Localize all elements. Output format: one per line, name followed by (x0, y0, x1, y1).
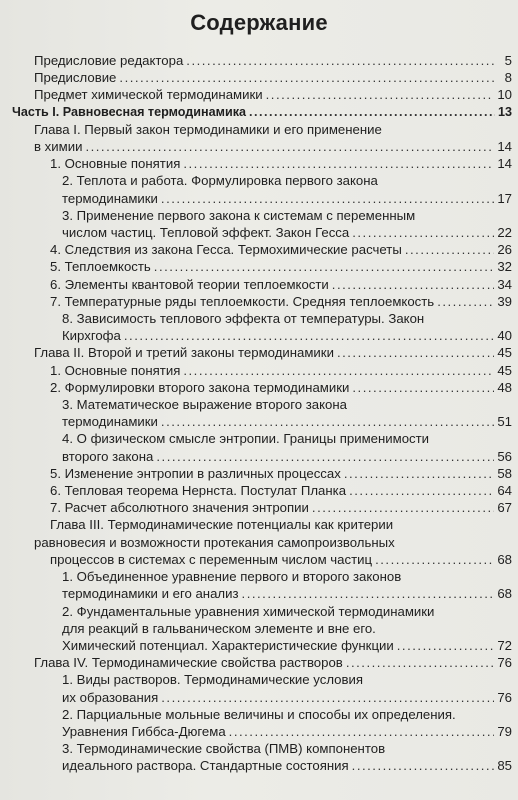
dot-leader (161, 413, 494, 430)
toc-entry-text: Предисловие редактора (34, 53, 184, 68)
dot-leader (124, 327, 494, 344)
page-number: 64 (497, 483, 512, 499)
toc-entry[interactable] (12, 482, 512, 499)
page-number: 68 (497, 551, 512, 567)
dot-leader (183, 362, 494, 379)
toc-entry-text: 1. Виды растворов. Термодинамические условия (62, 672, 364, 688)
page-number: 56 (497, 448, 512, 464)
page-number: 79 (497, 723, 512, 739)
toc-entry[interactable] (12, 104, 512, 121)
dot-leader (229, 723, 495, 740)
page-number: 39 (497, 293, 512, 309)
dot-leader (156, 448, 494, 465)
toc-entry[interactable] (12, 293, 512, 310)
toc-entry[interactable] (12, 603, 512, 655)
page-number: 14 (497, 139, 512, 155)
page-number: 76 (497, 689, 512, 705)
toc-entry-text: 5. Теплоемкость (50, 259, 151, 275)
toc-entry[interactable] (12, 499, 512, 516)
toc-entry-text: 5. Изменение энтропии в различных процессах (50, 465, 341, 481)
page-number: 58 (497, 465, 512, 481)
dot-leader (186, 52, 495, 69)
table-of-contents (12, 52, 512, 775)
toc-entry[interactable] (12, 396, 512, 430)
toc-entry-text: 8. Зависимость теплового эффекта от температуры. Закон (62, 311, 425, 327)
dot-leader (154, 258, 495, 275)
toc-entry-text: равновесия и возможности протекания самопроизвольных (34, 534, 395, 550)
toc-entry[interactable] (12, 52, 512, 69)
page-number: 34 (497, 276, 512, 292)
page-number: 26 (497, 242, 512, 258)
toc-entry-text: для реакций в гальваническом элементе и вне его. (62, 620, 376, 636)
toc-entry[interactable] (12, 276, 512, 293)
toc-entry[interactable] (12, 207, 512, 241)
toc-entry[interactable] (12, 344, 512, 361)
toc-entry-text: Глава I. Первый закон термодинамики и его применение (34, 121, 382, 137)
toc-entry-text: числом частиц. Тепловой эффект. Закон Гесса (62, 225, 350, 241)
toc-entry-text: 1. Основные понятия (50, 156, 181, 172)
page-number: 51 (497, 414, 512, 430)
dot-leader (405, 241, 495, 258)
dot-leader (397, 637, 495, 654)
page-number: 13 (497, 104, 512, 119)
toc-entry-text: 2. Теплота и работа. Формулировка первого закона (62, 173, 378, 189)
toc-entry-text: второго закона (62, 448, 154, 464)
toc-entry-text: 4. Следствия из закона Гесса. Термохимические расчеты (50, 242, 402, 258)
dot-leader (183, 155, 494, 172)
toc-entry-text: Глава II. Второй и третий законы термодинамики (34, 345, 334, 361)
toc-entry-text: 1. Объединенное уравнение первого и второго законов (62, 569, 402, 585)
page-number: 85 (497, 758, 512, 774)
page-number: 48 (497, 379, 512, 395)
page-number: 32 (497, 259, 512, 275)
dot-leader (161, 190, 494, 207)
toc-entry[interactable] (12, 516, 512, 568)
toc-entry-text: Химический потенциал. Характеристические функции (62, 637, 394, 653)
dot-leader (352, 379, 494, 396)
page-number: 45 (497, 362, 512, 378)
toc-entry-text: термодинамики (62, 190, 158, 206)
toc-entry-text: 2. Фундаментальные уравнения химической термодинамики (62, 603, 435, 619)
dot-leader (346, 654, 495, 671)
page-number: 5 (504, 53, 512, 68)
toc-entry-text: 7. Температурные ряды теплоемкости. Средняя теплоемкость (50, 293, 435, 309)
dot-leader (119, 69, 495, 86)
dot-leader (352, 757, 495, 774)
dot-leader (375, 551, 494, 568)
toc-entry-text: процессов в системах с переменным числом частиц (50, 551, 373, 567)
toc-entry[interactable] (12, 310, 512, 344)
toc-entry-text: 7. Расчет абсолютного значения энтропии (50, 500, 309, 516)
toc-entry[interactable] (12, 671, 512, 705)
page-number: 67 (497, 500, 512, 516)
toc-entry[interactable] (12, 568, 512, 602)
toc-entry-text: 3. Термодинамические свойства (ПМВ) компонентов (62, 741, 386, 757)
toc-entry[interactable] (12, 241, 512, 258)
page-number: 14 (497, 156, 512, 172)
toc-entry-text: 1. Основные понятия (50, 362, 181, 378)
toc-entry[interactable] (12, 740, 512, 774)
toc-entry[interactable] (12, 379, 512, 396)
dot-leader (332, 276, 495, 293)
toc-entry-text: их образования (62, 689, 159, 705)
dot-leader (337, 344, 494, 361)
toc-entry-text: в химии (34, 139, 83, 155)
dot-leader (344, 465, 495, 482)
toc-entry-text: 2. Парциальные мольные величины и способы их определения. (62, 706, 456, 722)
toc-entry-text: 4. О физическом смысле энтропии. Границы применимости (62, 431, 430, 447)
toc-entry[interactable] (12, 172, 512, 206)
toc-entry-text: Глава IV. Термодинамические свойства растворов (34, 655, 343, 671)
dot-leader (352, 224, 494, 241)
dot-leader (161, 689, 494, 706)
toc-entry[interactable] (12, 430, 512, 464)
toc-entry-text: термодинамики и его анализ (62, 586, 239, 602)
toc-entry[interactable] (12, 465, 512, 482)
toc-entry[interactable] (12, 155, 512, 172)
toc-entry[interactable] (12, 69, 512, 86)
toc-entry[interactable] (12, 86, 512, 103)
toc-entry-text: 6. Тепловая теорема Нернста. Постулат Планка (50, 483, 347, 499)
dot-leader (349, 482, 494, 499)
toc-entry-text: термодинамики (62, 414, 158, 430)
dot-leader (312, 499, 494, 516)
page-number: 45 (497, 345, 512, 361)
toc-entry[interactable] (12, 121, 512, 155)
toc-entry-text: Кирхгофа (62, 328, 121, 344)
dot-leader (266, 86, 495, 103)
toc-entry[interactable] (12, 654, 512, 671)
dot-leader (242, 585, 495, 602)
toc-entry-text: Предмет химической термодинамики (34, 87, 263, 103)
toc-entry-text: 2. Формулировки второго закона термодинамики (50, 379, 350, 395)
toc-entry[interactable] (12, 362, 512, 379)
toc-entry[interactable] (12, 258, 512, 275)
page-title: Содержание (190, 10, 328, 35)
dot-leader (85, 138, 494, 155)
toc-entry-text: 6. Элементы квантовой теории теплоемкости (50, 276, 329, 292)
page-number: 40 (497, 328, 512, 344)
toc-entry-text: Уравнения Гиббса-Дюгема (62, 723, 226, 739)
toc-entry-text: идеального раствора. Стандартные состояния (62, 758, 349, 774)
page-number: 17 (497, 190, 512, 206)
page-number: 68 (497, 586, 512, 602)
dot-leader (437, 293, 494, 310)
toc-entry[interactable] (12, 706, 512, 740)
toc-entry-text: 3. Применение первого закона к системам с переменным (62, 207, 416, 223)
page-number: 22 (497, 225, 512, 241)
toc-entry-text: 3. Математическое выражение второго закона (62, 397, 347, 413)
toc-entry-text: Глава III. Термодинамические потенциалы как критерии (50, 517, 394, 533)
page-number: 8 (504, 70, 512, 86)
dot-leader (249, 104, 495, 121)
page-number: 72 (497, 637, 512, 653)
page-number: 10 (497, 87, 512, 103)
toc-entry-text: Часть I. Равновесная термодинамика (12, 104, 247, 119)
page-number: 76 (497, 655, 512, 671)
toc-entry-text: Предисловие (34, 70, 117, 86)
